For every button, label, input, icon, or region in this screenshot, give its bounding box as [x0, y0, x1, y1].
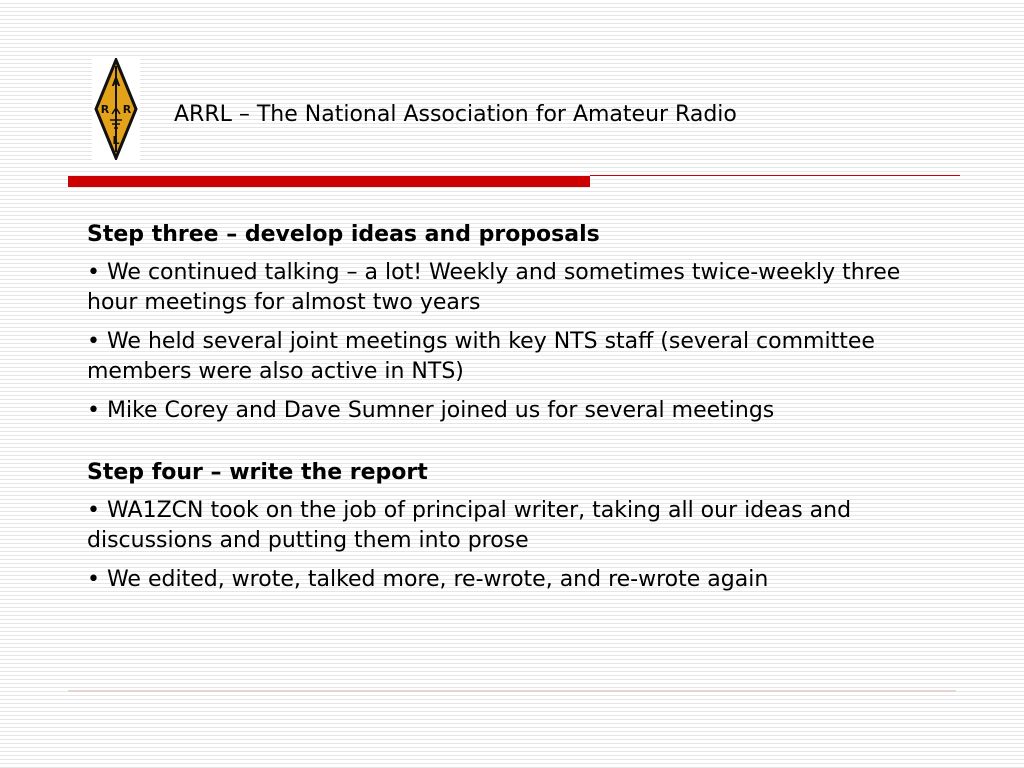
header-title: ARRL – The National Association for Amateur Radio	[174, 102, 737, 127]
section-heading-step-three: Step three – develop ideas and proposals	[87, 222, 600, 247]
section-spacer	[87, 435, 957, 458]
logo-letter-r1: R	[100, 103, 110, 116]
bullet-item: • WA1ZCN took on the job of principal writer, taking all our ideas and discussions and putting them into prose	[87, 498, 852, 553]
arrl-logo	[92, 58, 140, 160]
red-divider-line	[590, 175, 960, 176]
logo-letter-r2: R	[122, 103, 132, 116]
footer-divider	[68, 690, 956, 692]
slide-content	[87, 220, 957, 604]
logo-letter-a: A	[111, 76, 121, 89]
bullet-item: • Mike Corey and Dave Sumner joined us for several meetings	[87, 398, 775, 423]
bullet-item: • We continued talking – a lot! Weekly and sometimes twice-weekly three hour meetings for almost two years	[87, 260, 901, 315]
red-divider-bar	[68, 176, 590, 187]
section-heading-step-four: Step four – write the report	[87, 460, 428, 485]
logo-letter-l: L	[112, 134, 120, 147]
bullet-item: • We held several joint meetings with key NTS staff (several committee members were also active in NTS)	[87, 329, 875, 384]
arrl-diamond-icon	[92, 58, 140, 160]
bullet-item: • We edited, wrote, talked more, re-wrote, and re-wrote again	[87, 567, 769, 592]
